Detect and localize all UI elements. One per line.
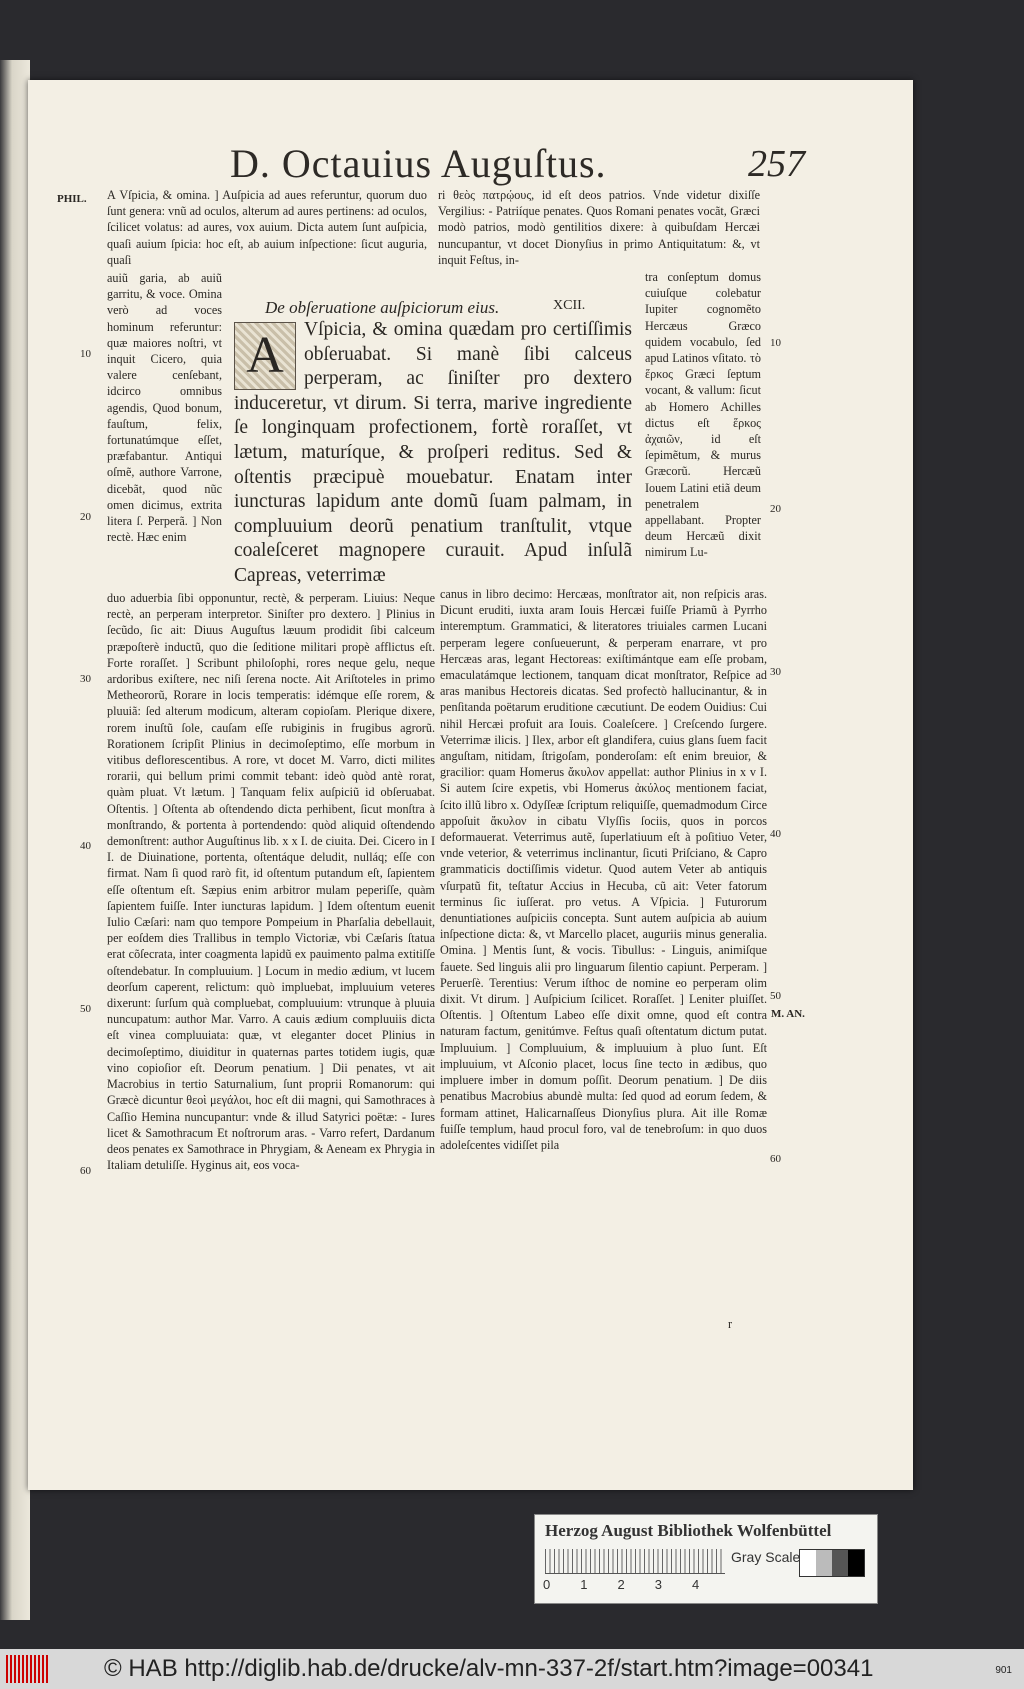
line-number: 20 [80,511,91,523]
line-number: 60 [770,1153,781,1165]
footer-code: 901 [995,1665,1012,1676]
line-number: 60 [80,1165,91,1177]
line-number: 40 [80,840,91,852]
line-number: 50 [80,1003,91,1015]
line-number: 20 [770,503,781,515]
line-number: 40 [770,828,781,840]
line-number: 10 [80,348,91,360]
commentary-right-top: ri θεὸς πατρῴους, id eſt deos patrios. Vnde videtur dixiſſe Vergilius: - Patriíque penates. Quos Romani penates vocãt, Græci modò patrios, modò gentilitios dixere: à quibuſdam Hercæi nuncupantur, vt docet Dionyſius in primo Antiquitatum: &, vt inquit Feſtus, in- [438,188,760,267]
section-number: XCII. [553,298,586,313]
section-title: De obſeruatione auſpiciorum eius. [265,298,500,317]
line-number: 30 [770,666,781,678]
library-color-scale [534,1514,878,1604]
decorated-initial: A [234,322,296,390]
ruler [545,1549,725,1574]
commentary-right-full: canus in libro decimo: Hercæas, monſtrator ait, non reſpicis aras. Dicunt eruditi, iuxta aram Iouis Hercæi fuiſſe Priamũ à Pyrrho interemptum. Grammatici, & literatores triuiales carmen Lucani perperam legere conſueuerunt, & perperam enarrare, vt pro Hercæas aras, legant Hectoreas: exiſtimántque eam eſſe probam, emaculatámque lectionem, tanquam dicat monſtrator, Reſpice ad aras manibus Hectoreis dicatas. Sed profectò hallucinantur, & in penſitanda poëtarum eruditione cæcutiunt. De eodem Ouidius: Cui nihil Hercæi profuit ara Iouis. Coaleſcere. ] Creſcendo ſurgere. Veterrimæ ilicis. ] Ilex, arbor eſt glandifera, cuius glans ſuem facit anguſtam, nitidam, ſtrigoſam, ponderoſam: eſt enim breuior, & gracilior: quam Homerus ἄκυλον appellat: author Plinius in x v I. Si autem ſcire expetis, vbi Homerus ἀκύλος mentionem faciat, ſcito illũ libro x. Odyſſeæ ſcriptum reliquiſſe, quemadmodum Circe appoſuit ἄκυλον in cibatu Vlyſſis ſociis, quos in porcos deformauerat. Veterrimus autẽ, ſuperlatiuum eſt à poſitiuo Veter, vnde veterior, & veterrimus inclinantur, ſicuti Priſciano, & Capro grammaticis doctiſſimis videtur. Quod autem Veter ab antiquis vſurpatũ fit, teſtatur Accius in Hecuba, cũ ait: Veter fatorum terminus ſic iuſſerat. pro vetus. A Vſpicia. ] Futurorum denuntiationes auſpiciis concepta. Sunt autem auſpicia ab auium inſpectione dicta: &, vt Marcello placet, auguriis minus generalia. Omina. ] Mentis ſunt, & vocis. Tibullus: - Linguis, animiſque fauete. Sed linguis alii pro linguarum ſilentio capiunt. Perperam. ] Peruerſè. Terentius: Verum iſthoc de nomine eo perperam olim dixit. Vt dirum. ] Auſpicium ſcilicet. Roraſſet. ] Leniter pluiſſet. Oſtentis. ] Oſtentum Labeo eſſe dixit omne, quod eſt contra naturam factum, genitúmve. Feſtus quaſi oſtentatum dictum putat. Impluuium. ] Compluuium, & impluuium à pluo ſunt. Eſt impluuium, vt Aſconio placet, locus ſine tecto in ædibus, quo impluere imber in domum poſſit. Deorum penatium. ] De diis penatibus Macrobius abundè multa: ſed quod ad eorum ſedem, & formam attinet, Halicarnaſſeus Dionyſius plura. Ait ille Romæ fuiſſe templum, haud procul foro, val de tenebroſum: in quo duos adoleſcentes vidiſſet pila [440,587,767,1152]
main-text: A Vſpicia, & omina quædam pro certiſſimis obſeruabat. Si manè ſibi calceus perperam, ac ſiniſter pro dextero induceretur, vt dirum. Si terra, marive ingrediente ſe longinquam profectionem, fortè roraſſet, vt lætum, maturíque, & proſperi reditus. Sed & oſtentis præcipuè mouebatur. Enatam inter iuncturas lapidum ante domũ ſuam palmam, in compluuium deorũ penatium tranſtulit, vtque coaleſceret magnopere curauit. Apud inſulã Capreas, veterrimæ [234,319,632,586]
page-title: D. Octauius Auguſtus. [230,141,607,186]
line-number: 50 [770,990,781,1002]
commentary-left-top: A Vſpicia, & omina. ] Auſpicia ad aues referuntur, quorum duo ſunt genera: vnũ ad oculos, alterum ad aures pertinens: ad oculos, ſcilicet volatus: ad aures, vox auium. Dicta autem ſunt auſpicia, quaſi auium ſpicia: hoc eſt, ab auium inſpectione: ſicut auguria, quaſi [107,188,427,267]
line-number: 30 [80,673,91,685]
line-number: 10 [770,337,781,349]
commentary-right-narrow: tra conſeptum domus cuiuſque colebatur Iupiter cognomẽto Hercæus Græco quidem vocabulo, ſed apud Latinos vſitato. τὸ ἕρκος Græci ſeptum vocant, & vallum: ſicut ab Homero Achilles dictus eſt ἕρκος ἀχαιῶν, id eſt ſepimẽtum, & murus Græcorũ. Hercæũ Iouem Latini etiã deum penetralem appellabant. Propter deum Hercæũ dixit nimirum Lu- [645,270,761,560]
ruler-ticks: 0 1 2 3 4 [543,1577,700,1592]
catchword: r [728,1317,733,1331]
commentary-left-narrow: auiũ garia, ab auiũ garritu, & voce. Omina verò ad voces hominum referuntur: quæ maiores noſtri, vt inquit Cicero, quia valere cenſebant, idcirco omnibus agendis, Quod bonum, fauſtum, felix, fortunatúmque eſſet, præfabantur. Antiqui oſmẽ, authore Varrone, dicebãt, quod nũc omen dicimus, extrita litera ſ. Perperã. ] Non rectè. Hæc enim [107,271,222,545]
footer-url[interactable]: © HAB http://diglib.hab.de/drucke/alv-mn-337-2f/start.htm?image=00341 [104,1655,874,1682]
barcode-icon [6,1655,48,1683]
footer-bar [0,1649,1024,1689]
margin-note-phil: PHIL. [57,193,87,205]
page-number: 257 [748,143,805,185]
library-name: Herzog August Bibliothek Wolfenbüttel [545,1521,832,1540]
book-spine [0,60,30,1620]
margin-note-man: M. AN. [771,1008,805,1020]
gray-scale-label: Gray Scale [731,1549,801,1565]
gray-swatch [799,1549,865,1577]
commentary-left-full: duo aduerbia ſibi opponuntur, rectè, & perperam. Liuius: Neque rectè, an perperam interpretor. Siniſter pro dextero. ] Plinius in ſecũdo, ſic ait: Diuus Auguſtus læuum prodidit ſibi calceum præpoſterè inductũ, quo die ſeditione militari propè afflictus eſt. Forte roraſſet. ] Scribunt philoſophi, rores neque gelu, neque ardoribus exiſtere, nec niſi ſerena nocte. Ait Ariſtoteles in primo Metheororũ, Rorare in locis temperatis: idémque eſſe rorem, & pluuiã: ſed alterum modicum, alteram copioſam. Plerique dixere, rorem inuſtũ ſole, cauſam eſſe rubiginis in frugibus agrorũ. Rorationem ſcripſit Plinius in decimoſeptimo, eſſe morbum in vitibus deflorescentibus. A rore, vt docet M. Varro, dicti milites rorarii, qui bellum primi commit tebant: ideò quòd antè rorat, quàm pluat. Vt lætum. ] Tanquam felix auſpiciũ id obſeruabat. Oſtentis. ] Oſtenta ab oſtendendo dicta perhibent, ſicut monſtra à monſtrando, & portenta à portendendo: quòd aliquid oſtendendo demonſtrent: author Auguſtinus lib. x x I. de ciuita. Dei. Cicero in I I. de Diuinatione, portenta, oſtentáque deludit, nulláq; eſſe con firmat. Nam ſi quod rarò fit, id oſtentum putandum eſt, ſapientem eſſe oſtentum eſt. Sæpius enim arbitror mulam peperiſſe, quàm ſapientem fuiſſe. Inter iuncturas lapidum. ] Idem oſtentum euenit Iulio Cæſari: nam quo tempore Pompeium in Pharſalia debellauit, per eoſdem dies Trallibus in templo Victoriæ, vbi Cæſaris ſtatua erat cõſecrata, inter coagmenta lapidũ ex pauimento palma extitiſſe oſtendebatur. In compluuium. ] Locum in medio ædium, vt lucem deorſum caperent, relictum: quò impluebat, impluuium veteres dixerunt: ſurſum quà compluebat, compluuium: vtrunque à pluuia nuncupatum: author Mar. Varro. A cauis ædium compluuiis dicta eſt vinea compluuiata: quæ, vt eleganter docet Plinius in decimoſeptimo, diuiditur in quaternas partes totidem iugis, quæ vino copioſior eſt. Deorum penatium. ] Dii penates, vt ait Macrobius in tertio Saturnalium, ſunt proprii Romanorum: qui Græcè dicuntur θεοὶ μεγάλοι, hoc eſt dii magni, qui Samothraces à Caſſio Hemina nuncupantur: vnde & illud Satyrici poëtæ: - Iures licet & Samothracum Et noſtrorum aras. - Varro refert, Dardanum deos penates ex Samothrace in Phrygiam, & Aeneam ex Phrygia in Italiam detuliſſe. Hyginus ait, eos voca- [107,591,435,1173]
